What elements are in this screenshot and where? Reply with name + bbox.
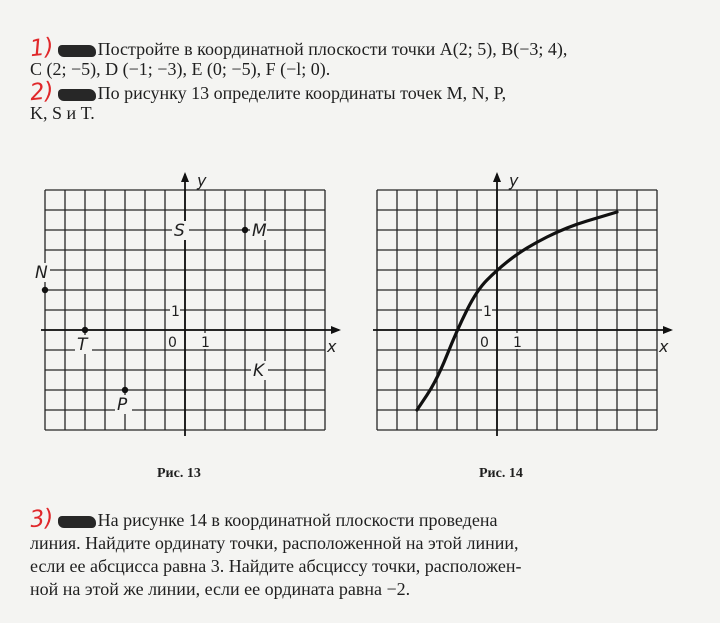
task-2-marker: 2) [28, 77, 55, 107]
figure-14-caption: Рис. 14 [479, 466, 523, 481]
fig13-y-arrow-icon [181, 172, 189, 182]
figure-13-caption: Рис. 13 [157, 466, 201, 481]
fig13-y-label: y [197, 171, 207, 190]
fig13-x-arrow-icon [331, 326, 341, 334]
fig14-x-label: x [659, 337, 669, 356]
task-2-line-1: По рисунку 13 определите координаты точек M, N, P, [97, 83, 507, 103]
fig14-x-arrow-icon [663, 326, 673, 334]
task-3-line-3: если ее абсцисса равна 3. Найдите абсциссу точки, расположен- [30, 556, 522, 576]
fig14-y-arrow-icon [493, 172, 501, 182]
task-3-line-1: На рисунке 14 в координатной плоскости проведена [97, 510, 498, 530]
figure-13 [33, 171, 341, 436]
point-m-dot [242, 227, 248, 233]
point-k-label: K [253, 361, 265, 381]
fig14-y-label: y [509, 171, 519, 190]
task-number-blot [58, 516, 96, 528]
fig13-x-label: x [327, 337, 337, 356]
point-n-dot [42, 287, 48, 293]
fig14-unit-y-label: 1 [483, 304, 492, 320]
task-2-line-2: K, S и T. [30, 103, 95, 123]
point-p-dot [122, 387, 128, 393]
fig14-origin-label: 0 [480, 335, 489, 351]
point-n-label: N [35, 263, 48, 283]
point-m-label: M [252, 221, 267, 241]
point-s-label: S [174, 221, 185, 241]
task-1-line-2: C (2; −5), D (−1; −3), E (0; −5), F (−l; 0). [30, 59, 331, 79]
task-3 [28, 504, 698, 601]
figure-14 [373, 171, 673, 436]
fig13-origin-label: 0 [168, 335, 177, 351]
point-t-label: T [77, 335, 88, 355]
fig13-unit-y-label: 1 [171, 304, 180, 320]
task-1-line-1: Постройте в координатной плоскости точки A(2; 5), B(−3; 4), [97, 39, 568, 59]
point-t-dot [82, 327, 88, 333]
task-3-line-2: линия. Найдите ординату точки, расположенной на этой линии, [30, 533, 519, 553]
task-3-marker: 3) [28, 504, 55, 534]
point-p-label: P [117, 395, 128, 415]
fig14-unit-x-label: 1 [513, 335, 522, 351]
task-3-line-4: ной на этой же линии, если ее ордината равна −2. [30, 579, 411, 599]
task-1-marker: 1) [28, 33, 55, 63]
fig13-unit-x-label: 1 [201, 335, 210, 351]
